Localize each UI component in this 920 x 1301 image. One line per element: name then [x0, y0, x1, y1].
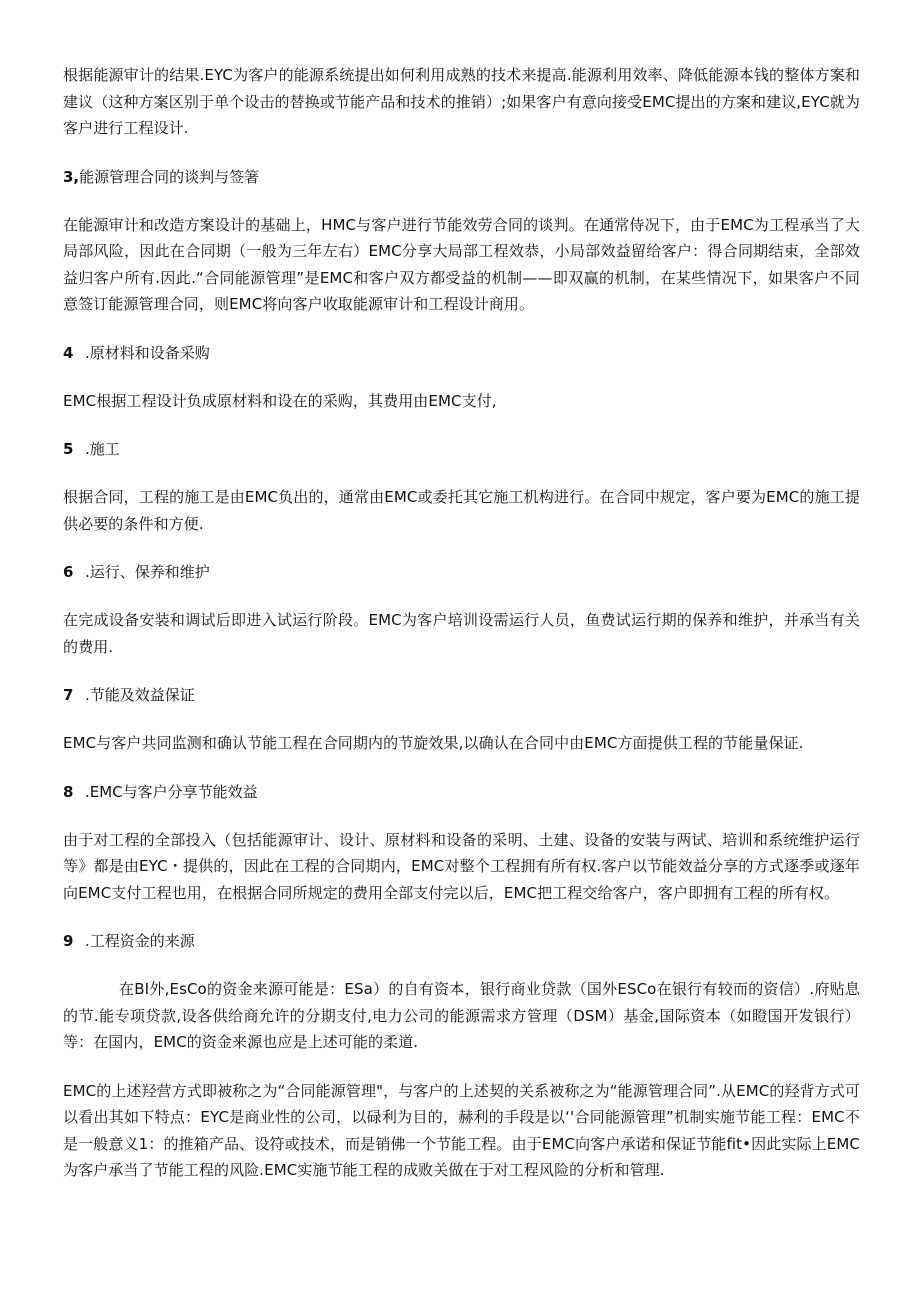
heading-contract-negotiation: [63, 164, 860, 190]
heading-number: 3,: [63, 167, 80, 186]
heading-text: .施工: [85, 440, 120, 458]
heading-procurement: [63, 340, 860, 366]
paragraph-emc-characteristics: EMC的上述羟营方式即被称之为“合同能源管理"，与客户的上述契的关系被称之为“能源管理合同”.从EMC的羟背方式可以看出其如下特点：EYC是商业性的公司，以碌利为目的，赫利的手段是以‘'合同能源管理”机制实施节能工程：EMC不是一般意义1：的推箱产品、设符或技术，而是销佛一个节能工程。由于EMC向客户承诺和保证节能fit•因此实际上EMC为客户承当了节能工程的风险.EMC实施节能工程的成败关做在于对工程风险的分析和管理.: [63, 1081, 860, 1179]
heading-number: 5: [63, 440, 74, 458]
heading-text: .工程资金的来源: [85, 932, 195, 950]
heading-number: 7: [63, 686, 74, 704]
heading-construction: [63, 436, 860, 462]
paragraph-benefit-sharing: 由于对工程的全部投入（包括能源审计、设计、原材料和设备的采明、土建、设备的安装与两试、培训和系统维护运行等》都是由EYC・提供的，因此在工程的合同期内，EMC对整个工程拥有所有权.客户以节能效益分享的方式逐季或逐年向EMC支付工程也用，在根据合同所规定的费用全部支付完以后，EMC把工程交给客户，客户即拥有工程的所有权。: [63, 830, 860, 902]
paragraph-savings-guarantee: EMC与客户共同监测和确认节能工程在合同期内的节旋效果,以确认在合同中由EMC方面提供工程的节能量保证.: [63, 734, 804, 752]
heading-savings-guarantee: [63, 682, 860, 708]
heading-number: 6: [63, 563, 74, 581]
paragraph-procurement: EMC根据工程设计负成原材料和设在的采购，其费用由EMC支付,: [63, 391, 497, 410]
heading-text: .运行、保养和维护: [85, 563, 210, 581]
heading-number: 9: [63, 932, 74, 950]
paragraph-energy-audit-result: 根据能源审计的结果.EYC为客户的能源系统提出如何利用成熟的技术来提高.能源利用效率、降低能源本钱的整体方案和建议（这种方案区别于单个设击的替换或节能产品和技术的推销）;如果客户有意向接受EMC提出的方案和建议,EYC就为客户进行工程设计.: [63, 66, 860, 137]
heading-text: .原材料和设备采购: [85, 343, 210, 362]
heading-benefit-sharing: [63, 779, 860, 805]
heading-text: .EMC与客户分享节能效益: [85, 782, 258, 801]
paragraph-construction: 根据合同，工程的施工是由EMC负出的，通常由EMC或委托其它施工机构进行。在合同中规定，客户要为EMC的施工提供必要的条件和方便.: [63, 488, 860, 533]
paragraph-funding-source: 在BI外,EsCo的资金来源可能是：ESa）的自有资本，银行商业贷款（国外ESCo在银行有较而的资信）.府贴息的节.能专项贷款,设各供给商允许的分期支付,电力公司的能源需求方管理（DSM）基金,国际资本（如瞪国开发银行）等：在国内，EMC的资金来源也应是上述可能的柔道.: [63, 980, 860, 1051]
heading-operation-maintenance: [63, 559, 860, 585]
paragraph-operation-maintenance: 在完成设备安装和调试后即进入试运行阶段。EMC为客户培训设需运行人员，鱼费试运行期的保养和维护，并承当有关的费用.: [63, 611, 860, 656]
heading-number: 4: [63, 343, 74, 362]
heading-number: 8: [63, 782, 74, 801]
heading-funding-source: [63, 928, 860, 954]
heading-text: 能源管理合同的谈判与签箸: [79, 167, 260, 186]
heading-text: .节能及效益保证: [85, 686, 195, 704]
paragraph-contract-negotiation: 在能源审计和改造方案设计的基础上，HMC与客户进行节能效劳合同的谈判。在通常侍况下，由于EMC为工程承当了大局部风险，因此在合同期（一般为三年左右）EMC分享大局部工程效恭，小局部效益留给客户：得合同期结束，全部效益归客户所有.因此.“合同能源管理”是EMC和客户双方都受益的机制——即双赢的机制，在某些情况下，如果客户不同意签订能源管理合同，则EMC将向客户收取能源审计和工程设计商用。: [63, 215, 860, 313]
